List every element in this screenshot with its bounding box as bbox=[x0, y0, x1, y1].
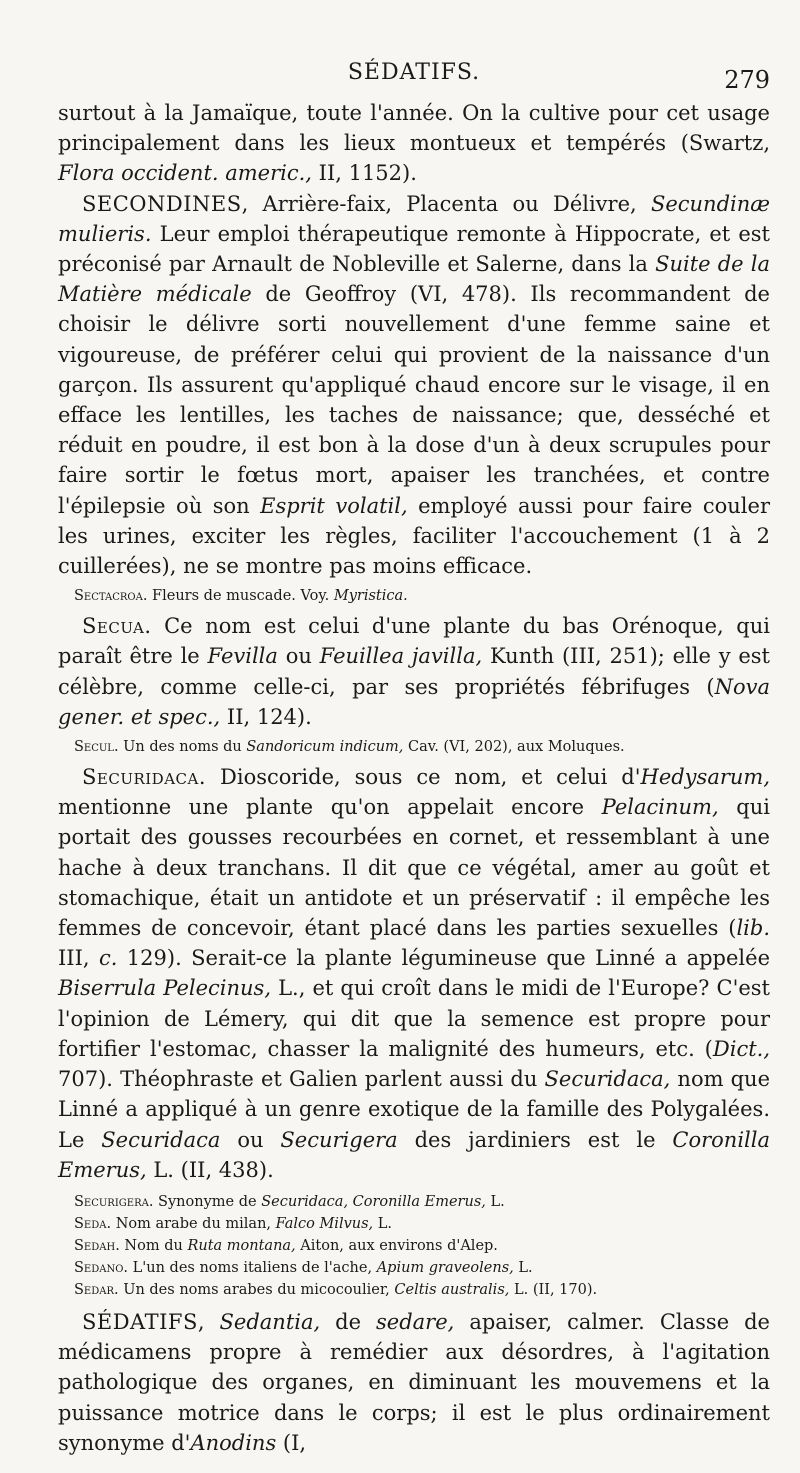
headword: Sectacroa. bbox=[74, 588, 148, 605]
headword: Sedar. bbox=[74, 1281, 119, 1298]
entry-sedar: Sedar. Un des noms arabes du micocoulier, Celtis australis, L. (II, 170). bbox=[74, 1281, 598, 1298]
headword: Seda. bbox=[74, 1215, 112, 1232]
headword: Sedah. bbox=[74, 1237, 120, 1254]
page-number: 279 bbox=[724, 66, 770, 94]
headword: SECONDINES bbox=[82, 191, 242, 216]
headword: Securidaca. bbox=[82, 765, 207, 790]
headword: SÉDATIFS bbox=[82, 1309, 198, 1334]
running-title: SÉDATIFS. bbox=[347, 60, 481, 85]
headword: Secua. bbox=[82, 614, 152, 639]
running-head bbox=[58, 56, 770, 98]
headword: Sedano. bbox=[74, 1259, 129, 1276]
paragraph-continuation: surtout à la Jamaïque, toute l'année. On la cultive pour cet usage principalement dans les lieux montueux et tempérés (Swartz, Flora occident. americ., II, 1152). bbox=[58, 101, 770, 186]
headword: Secul. bbox=[74, 739, 119, 756]
entry-sedano: Sedano. L'un des noms italiens de l'ache, Apium graveolens, L. bbox=[74, 1259, 533, 1276]
page bbox=[58, 56, 770, 1458]
entry-sedatifs: SÉDATIFS, Sedantia, de sedare, apaiser, calmer. Classe de médicamens propre à remédier aux désordres, à l'agitation pathologique des organes, en diminuant les mouvemens et la puissance motrice dans le corps; il est le plus ordinairement synonyme d'Anodins (I, bbox=[58, 1309, 770, 1455]
entry-sedah: Sedah. Nom du Ruta montana, Aiton, aux environs d'Alep. bbox=[74, 1237, 498, 1254]
entry-secul: Secul. Un des noms du Sandoricum indicum, Cav. (VI, 202), aux Moluques. bbox=[74, 739, 625, 756]
entry-secondines: SECONDINES, Arrière-faix, Placenta ou Délivre, Secundinæ mulieris. Leur emploi thérapeutique remonte à Hippocrate, et est préconisé par Arnault de Nobleville et Salerne, dans la Suite de la Matière médicale de Geoffroy (VI, 478). Ils recommandent de choisir le délivre sorti nouvellement d'une femme saine et vigoureuse, de préférer celui qui provient de la naissance d'un garçon. Ils assurent qu'appliqué chaud encore sur le visage, il en efface les lentilles, les taches de naissance; que, desséché et réduit en poudre, il est bon à la dose d'un à deux scrupules pour faire sortir le fœtus mort, apaiser les tranchées, et contre l'épilepsie où son Esprit volatil, employé aussi pour faire couler les urines, exciter les règles, faciliter l'accouchement (1 à 2 cuillerées), ne se montre pas moins efficace. bbox=[58, 191, 770, 579]
minor-entries bbox=[58, 1191, 770, 1301]
entry-securidaca: Securidaca. Dioscoride, sous ce nom, et celui d'Hedysarum, mentionne une plante qu'on appelait encore Pelacinum, qui portait des gousses recourbées en cornet, et ressemblant à une hache à deux tranchans. Il dit que ce végétal, amer au goût et stomachique, était un antidote et un préservatif : il empêche les femmes de concevoir, étant placé dans les parties sexuelles (lib. III, c. 129). Serait-ce la plante légumineuse que Linné a appelée Biserrula Pelecinus, L., et qui croît dans le midi de l'Europe? C'est l'opinion de Lémery, qui dit que la semence est propre pour fortifier l'estomac, chasser la malignité des humeurs, etc. (Dict., 707). Théophraste et Galien parlent aussi du Securidaca, nom que Linné a appliqué à un genre exotique de la famille des Polygalées. Le Securidaca ou Securigera des jardiniers est le Coronilla Emerus, L. (II, 438). bbox=[58, 765, 771, 1182]
entry-secua: Secua. Ce nom est celui d'une plante du bas Orénoque, qui paraît être le Fevilla ou Feuillea javilla, Kunth (III, 251); elle y est célèbre, comme celle-ci, par ses propriétés fébrifuges (Nova gener. et spec., II, 124). bbox=[58, 614, 770, 729]
entry-securigera: Securigera. Synonyme de Securidaca, Coronilla Emerus, L. bbox=[74, 1193, 505, 1210]
headword: Securigera. bbox=[74, 1193, 154, 1210]
entry-seda: Seda. Nom arabe du milan, Falco Milvus, L. bbox=[74, 1215, 393, 1232]
entry-sectacroa: Sectacroa. Fleurs de muscade. Voy. Myristica. bbox=[74, 588, 408, 605]
